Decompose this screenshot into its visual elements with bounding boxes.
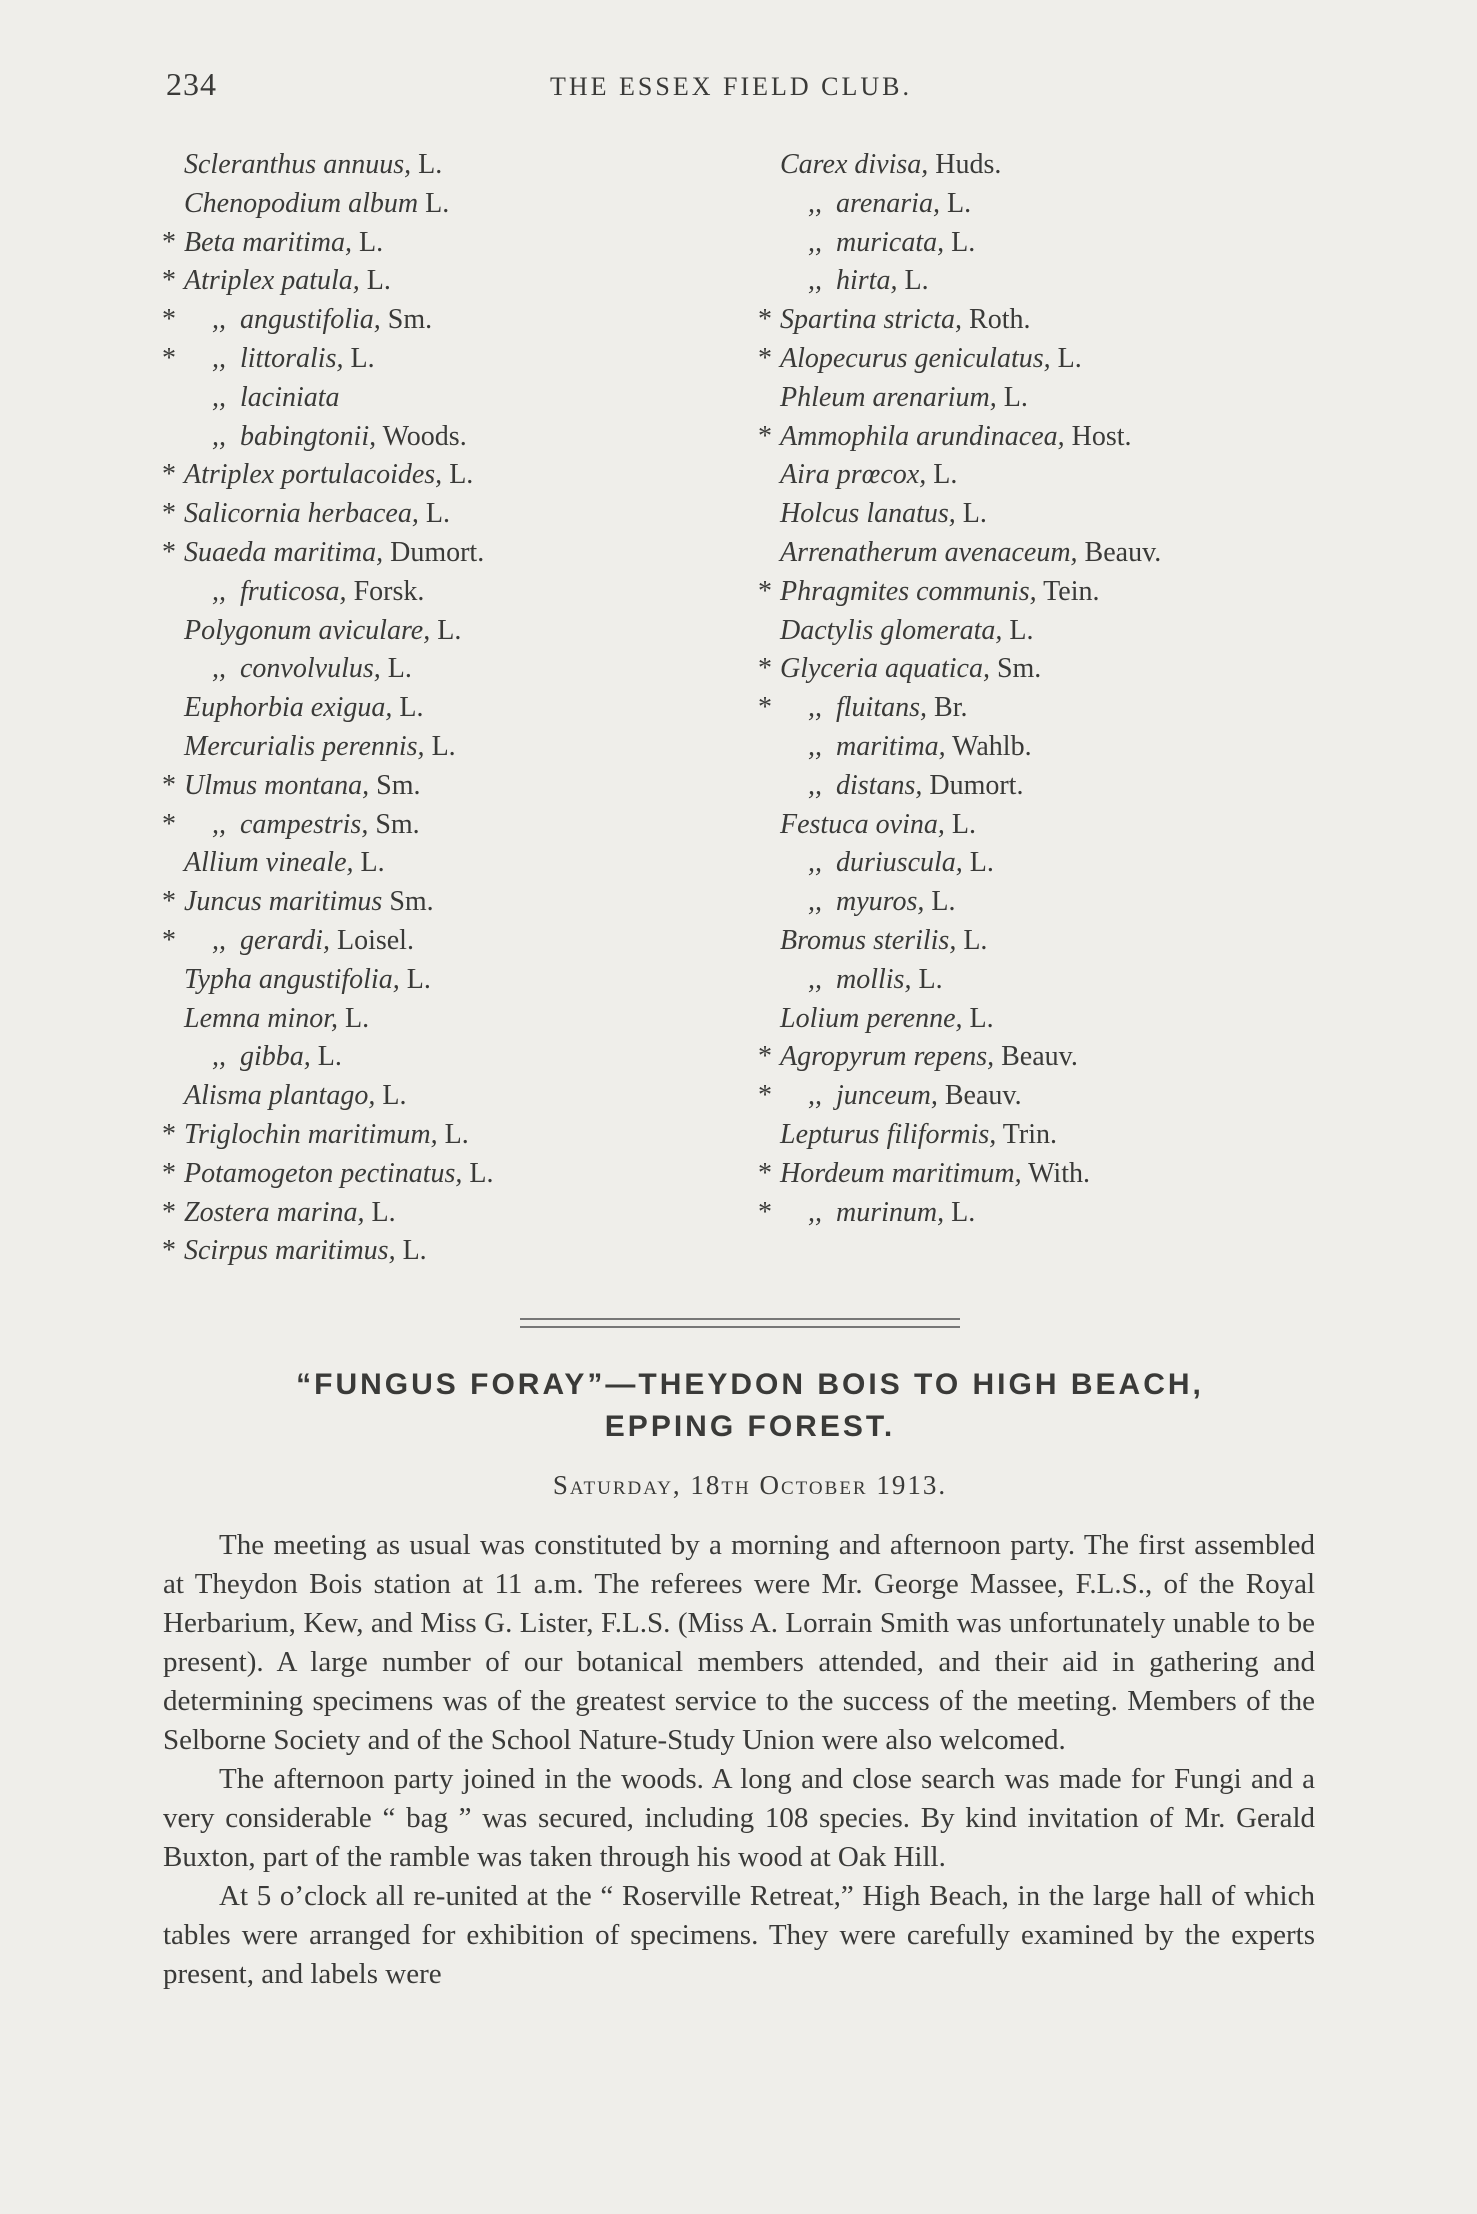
asterisk-marker: *: [758, 1157, 772, 1189]
species-author: L.: [1002, 614, 1034, 646]
species-entry: [758, 146, 1161, 185]
species-author: Sm.: [989, 653, 1042, 685]
species-entry: [758, 612, 1161, 651]
species-name: convolvulus,: [240, 653, 381, 685]
species-entry: [162, 844, 494, 883]
species-entry: [162, 1000, 494, 1039]
species-author: L.: [352, 226, 384, 258]
ditto-mark: ,,: [808, 226, 822, 258]
species-entry: [758, 806, 1161, 845]
species-name: distans,: [836, 769, 923, 801]
ditto-mark: ,,: [212, 1041, 226, 1073]
species-entry: [162, 418, 494, 457]
species-entry: [162, 185, 494, 224]
species-author: L.: [944, 808, 976, 840]
species-entry: [162, 495, 494, 534]
species-author: Loisel.: [329, 924, 414, 956]
species-name: babingtonii,: [240, 420, 377, 452]
ditto-mark: ,,: [808, 1080, 822, 1112]
species-author: L.: [359, 265, 391, 297]
species-author: Sm.: [380, 304, 433, 336]
asterisk-marker: *: [758, 420, 772, 452]
species-entry: [162, 689, 494, 728]
asterisk-marker: *: [162, 1157, 176, 1189]
species-entry: [758, 689, 1161, 728]
species-name: Holcus lanatus,: [780, 498, 956, 530]
species-entry: [162, 262, 494, 301]
species-name: Carex divisa,: [780, 149, 929, 180]
species-name: Allium vineale,: [184, 847, 354, 879]
species-entry: [758, 1194, 1161, 1233]
asterisk-marker: *: [758, 575, 772, 607]
species-entry: [162, 1155, 494, 1194]
species-name: angustifolia,: [240, 304, 381, 336]
species-entry: [758, 301, 1161, 340]
species-author: L.: [437, 1118, 469, 1150]
species-entry: [162, 1077, 494, 1116]
species-author: L.: [897, 265, 929, 297]
species-name: campestris,: [240, 808, 369, 840]
ditto-mark: ,,: [808, 265, 822, 297]
species-name: Triglochin maritimum,: [184, 1118, 438, 1150]
species-author: Br.: [927, 692, 968, 724]
species-entry: [758, 573, 1161, 612]
species-entry: [758, 456, 1161, 495]
species-entry: [758, 922, 1161, 961]
species-name: Beta maritima,: [184, 226, 352, 258]
species-author: L.: [462, 1157, 494, 1189]
species-author: L.: [418, 187, 450, 219]
species-entry: [758, 224, 1161, 263]
asterisk-marker: *: [758, 1041, 772, 1073]
species-author: Forsk.: [346, 575, 425, 607]
species-entry: [162, 1116, 494, 1155]
species-name: muricata,: [836, 226, 945, 258]
species-name: Phragmites communis,: [780, 575, 1037, 607]
species-name: arenaria,: [836, 187, 940, 219]
article-title-continued: EPPING FOREST.: [604, 1410, 896, 1443]
asterisk-marker: *: [162, 808, 176, 840]
species-name: gerardi,: [240, 924, 330, 956]
species-name: Hordeum maritimum,: [780, 1157, 1022, 1189]
species-entry: [758, 767, 1161, 806]
species-entry: [162, 456, 494, 495]
section-divider: [520, 1318, 960, 1320]
paragraph: The afternoon party joined in the woods. A long and close search was made for Fungi and a very considerable “ bag ” was secured, including 108 species. By kind invitation of Mr. Gerald Buxton, part of the ramble was taken through his wood at Oak Hill.: [163, 1763, 1315, 1873]
species-author: Dumort.: [922, 769, 1024, 801]
asterisk-marker: *: [162, 1118, 176, 1150]
species-author: L.: [944, 1196, 976, 1228]
species-entry: [162, 767, 494, 806]
species-name: Mercurialis perennis,: [184, 730, 425, 762]
species-author: Roth.: [962, 304, 1031, 336]
species-author: L.: [418, 498, 450, 530]
species-author: L.: [955, 498, 987, 530]
paragraph: At 5 o’clock all re-united at the “ Roserville Retreat,” High Beach, in the large hall of which tables were arranged for exhibition of specimens. They were carefully examined by the experts present, and labels were: [163, 1880, 1315, 1990]
asterisk-marker: *: [162, 1196, 176, 1228]
asterisk-marker: *: [162, 265, 176, 297]
section-divider: [520, 1326, 960, 1328]
species-author: L.: [353, 847, 385, 879]
species-author: Trin.: [996, 1118, 1057, 1150]
species-entry: [758, 1155, 1161, 1194]
species-entry: [162, 224, 494, 263]
species-entry: [162, 883, 494, 922]
species-entry: [162, 534, 494, 573]
asterisk-marker: *: [162, 226, 176, 258]
asterisk-marker: *: [162, 304, 176, 336]
species-author: L.: [424, 730, 456, 762]
species-name: Dactylis glomerata,: [780, 614, 1003, 646]
species-entry: [758, 844, 1161, 883]
species-name: Atriplex patula,: [184, 265, 360, 297]
species-entry: [758, 650, 1161, 689]
asterisk-marker: *: [758, 1196, 772, 1228]
species-name: fluitans,: [836, 692, 928, 724]
species-name: murinum,: [836, 1196, 945, 1228]
species-name: Lepturus filiformis,: [780, 1118, 997, 1150]
species-entry: [758, 1116, 1161, 1155]
species-author: L.: [996, 381, 1028, 413]
species-entry: [758, 495, 1161, 534]
species-name: Ulmus montana,: [184, 769, 370, 801]
species-author: L.: [343, 342, 375, 374]
species-author: L.: [911, 963, 943, 995]
species-name: Bromus sterilis,: [780, 924, 957, 956]
asterisk-marker: *: [162, 886, 176, 918]
species-author: Beauv.: [1077, 536, 1162, 568]
ditto-mark: ,,: [212, 342, 226, 374]
species-entry: [758, 1038, 1161, 1077]
asterisk-marker: *: [162, 459, 176, 491]
species-list-left: [162, 146, 494, 1271]
species-name: Potamogeton pectinatus,: [184, 1157, 463, 1189]
species-name: gibba,: [240, 1041, 311, 1073]
article-body: [163, 1526, 1315, 1994]
species-entry: [162, 1232, 494, 1271]
species-entry: [162, 728, 494, 767]
species-author: L.: [1050, 342, 1082, 374]
article-date: Saturday, 18th October 1913.: [552, 1470, 948, 1500]
ditto-mark: ,,: [808, 963, 822, 995]
ditto-mark: ,,: [212, 808, 226, 840]
species-name: Glyceria aquatica,: [780, 653, 990, 685]
ditto-mark: ,,: [808, 769, 822, 801]
species-entry: [162, 922, 494, 961]
species-author: Tein.: [1036, 575, 1100, 607]
paragraph: The meeting as usual was constituted by a morning and afternoon party. The first assembled at Theydon Bois station at 11 a.m. The referees were Mr. George Massee, F.L.S., of the Royal Herbarium, Kew, and Miss G. Lister, F.L.S. (Miss A. Lorrain Smith was unfortunately unable to be present). A large number of our botanical members attended, and their aid in gathering and determining specimens was of the greatest service to the success of the meeting. Members of the Selborne Society and of the School Nature-Study Union were also welcomed.: [163, 1529, 1315, 1756]
species-author: Dumort.: [383, 536, 485, 568]
asterisk-marker: *: [758, 342, 772, 374]
ditto-mark: ,,: [808, 847, 822, 879]
species-name: Festuca ovina,: [780, 808, 945, 840]
species-author: L.: [310, 1041, 342, 1073]
species-entry: [758, 340, 1161, 379]
asterisk-marker: *: [162, 1235, 176, 1267]
ditto-mark: ,,: [808, 886, 822, 918]
species-name: mollis,: [836, 963, 912, 995]
species-name: Polygonum aviculare,: [184, 614, 431, 646]
species-author: Sm.: [369, 769, 421, 801]
species-entry: [758, 185, 1161, 224]
species-entry: [758, 1077, 1161, 1116]
species-name: Chenopodium album: [184, 187, 419, 219]
species-author: Beauv.: [994, 1041, 1078, 1073]
species-entry: [162, 1194, 494, 1233]
species-name: junceum,: [836, 1080, 938, 1112]
species-name: laciniata: [240, 381, 340, 413]
species-name: hirta,: [836, 265, 898, 297]
species-author: L.: [392, 692, 424, 724]
asterisk-marker: *: [162, 536, 176, 568]
asterisk-marker: *: [162, 498, 176, 530]
species-name: Alisma plantago,: [184, 1080, 376, 1112]
asterisk-marker: *: [162, 342, 176, 374]
species-author: L.: [380, 653, 412, 685]
page-number: 234: [166, 66, 217, 102]
ditto-mark: ,,: [212, 304, 226, 336]
species-list-right: [758, 146, 1161, 1232]
species-entry: [162, 961, 494, 1000]
species-name: myuros,: [836, 886, 925, 918]
species-entry: [162, 146, 494, 185]
species-author: L.: [364, 1196, 396, 1228]
species-name: littoralis,: [240, 342, 344, 374]
ditto-mark: ,,: [212, 575, 226, 607]
species-author: Woods.: [376, 420, 467, 452]
ditto-mark: ,,: [808, 730, 822, 762]
species-name: Salicornia herbacea,: [184, 498, 419, 530]
species-author: L.: [375, 1080, 407, 1112]
asterisk-marker: *: [162, 924, 176, 956]
species-entry: [758, 418, 1161, 457]
species-author: L.: [944, 226, 976, 258]
species-author: L.: [411, 149, 443, 180]
asterisk-marker: *: [758, 692, 772, 724]
ditto-mark: ,,: [808, 187, 822, 219]
species-name: Lemna minor,: [184, 1002, 339, 1034]
species-name: Agropyrum repens,: [780, 1041, 995, 1073]
species-entry: [758, 883, 1161, 922]
species-author: With.: [1021, 1157, 1090, 1189]
species-name: Aira prœcox,: [780, 459, 927, 491]
species-author: Beauv.: [937, 1080, 1022, 1112]
species-name: Arrenatherum avenaceum,: [780, 536, 1078, 568]
species-name: Alopecurus geniculatus,: [780, 342, 1051, 374]
running-head: THE ESSEX FIELD CLUB.: [550, 72, 912, 101]
ditto-mark: ,,: [212, 420, 226, 452]
species-name: Zostera marina,: [184, 1196, 365, 1228]
species-entry: [162, 612, 494, 651]
species-name: Scleranthus annuus,: [184, 149, 412, 180]
species-entry: [758, 379, 1161, 418]
species-name: fruticosa,: [240, 575, 347, 607]
species-author: L.: [924, 886, 956, 918]
ditto-mark: ,,: [808, 692, 822, 724]
species-name: Scirpus maritimus,: [184, 1235, 396, 1267]
ditto-mark: ,,: [212, 653, 226, 685]
species-name: Phleum arenarium,: [780, 381, 997, 413]
ditto-mark: ,,: [212, 381, 226, 413]
species-name: Atriplex portulacoides,: [184, 459, 443, 491]
species-name: maritima,: [836, 730, 946, 762]
species-name: Ammophila arundinacea,: [780, 420, 1065, 452]
species-entry: [162, 379, 494, 418]
species-author: Sm.: [368, 808, 420, 840]
species-author: L.: [926, 459, 958, 491]
species-name: Spartina stricta,: [780, 304, 963, 336]
asterisk-marker: *: [162, 769, 176, 801]
species-entry: [758, 728, 1161, 767]
species-name: Lolium perenne,: [780, 1002, 963, 1034]
ditto-mark: ,,: [212, 924, 226, 956]
species-name: Typha angustifolia,: [184, 963, 400, 995]
species-author: L.: [956, 924, 988, 956]
species-author: L.: [338, 1002, 370, 1034]
species-entry: [162, 301, 494, 340]
species-author: Huds.: [928, 149, 1002, 180]
species-author: Sm.: [382, 886, 434, 918]
species-author: L.: [442, 459, 474, 491]
species-author: Wahlb.: [945, 730, 1032, 762]
species-entry: [758, 534, 1161, 573]
species-name: Juncus maritimus: [184, 886, 383, 918]
species-name: Euphorbia exigua,: [184, 692, 393, 724]
article-title: “FUNGUS FORAY”—THEYDON BOIS TO HIGH BEACH,: [296, 1368, 1204, 1401]
species-author: Host.: [1064, 420, 1132, 452]
species-author: L.: [395, 1235, 427, 1267]
species-author: L.: [399, 963, 431, 995]
species-entry: [162, 650, 494, 689]
asterisk-marker: *: [758, 1080, 772, 1112]
species-author: L.: [962, 847, 994, 879]
species-entry: [758, 262, 1161, 301]
asterisk-marker: *: [758, 304, 772, 336]
species-entry: [758, 1000, 1161, 1039]
species-author: L.: [962, 1002, 994, 1034]
ditto-mark: ,,: [808, 1196, 822, 1228]
species-entry: [162, 806, 494, 845]
species-name: Suaeda maritima,: [184, 536, 384, 568]
species-author: L.: [939, 187, 972, 219]
species-name: duriuscula,: [836, 847, 963, 879]
species-author: L.: [430, 614, 462, 646]
species-entry: [162, 1038, 494, 1077]
species-entry: [758, 961, 1161, 1000]
asterisk-marker: *: [758, 653, 772, 685]
species-entry: [162, 573, 494, 612]
page-header: [160, 66, 1340, 116]
species-entry: [162, 340, 494, 379]
